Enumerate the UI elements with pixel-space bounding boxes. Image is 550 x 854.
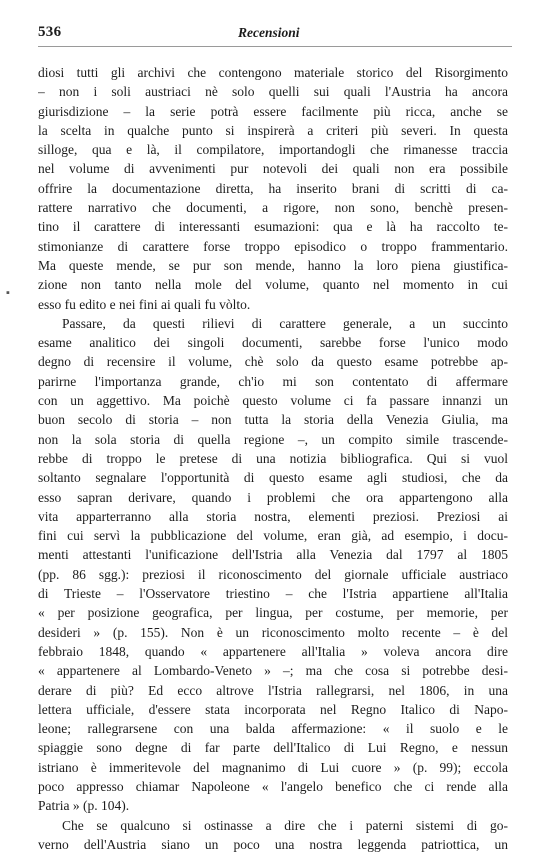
- page-header: [38, 22, 512, 44]
- text-line: di Trieste – l'Osservatore triestino – che l'Istria appartiene all'Italia: [38, 586, 508, 602]
- text-line: istriano è immeritevole del magnanimo di Lui cuore » (p. 99); eccola: [38, 759, 508, 775]
- text-line: – non i soli austriaci nè solo quelli sui quali l'Austria ha ancora: [38, 84, 508, 100]
- text-line: desideri » (p. 155). Non è un riconoscimento molto recente – è del: [38, 624, 508, 640]
- text-line: stimonianze di carattere forse troppo episodico o troppo frammentario.: [38, 238, 508, 254]
- text-line: esso sapran derivare, quando i problemi che ora appartengono alla: [38, 489, 508, 505]
- text-line: soltanto segnalare l'opportunità di questo esame agli studiosi, che da: [38, 470, 508, 486]
- text-line: degno di recensire il volume, chè solo da questo esame potrebbe ap-: [38, 354, 508, 370]
- text-line: poco appresso chiamar Napoleone « l'angelo benefico che ci rende alla: [38, 778, 508, 794]
- text-line: rebbe di troppo le pretese di una notizia bibliografica. Qui si vuol: [38, 450, 508, 466]
- text-line: la scelta in qualche punto si inspirerà a criteri più severi. In questa: [38, 122, 508, 138]
- text-line: fini cui servì la pubblicazione del volume, eran già, ad esempio, i docu-: [38, 528, 508, 544]
- text-line: rattere narrativo che documenti, a rigore, non sono, benchè presen-: [38, 200, 508, 216]
- margin-mark: ▪: [6, 287, 10, 299]
- text-line: vita apparterranno alla storia nostra, elementi preziosi. Preziosi ai: [38, 508, 508, 524]
- running-head: Recensioni: [238, 25, 300, 40]
- text-line: con un aggettivo. Ma poichè questo volume ci fa passare innanzi un: [38, 393, 508, 409]
- text-line: Ma queste mende, se pur son mende, hanno la loro piena giustifica-: [38, 257, 508, 273]
- text-line: Che se qualcuno si ostinasse a dire che i paterni sistemi di go-: [62, 817, 508, 833]
- text-line: buon secolo di storia – non tutta la storia della Venezia Giulia, ma: [38, 412, 508, 428]
- text-line: nel volume di avvenimenti pur notevoli dei quali non era possibile: [38, 161, 508, 177]
- text-line: parirne l'importanza grande, ch'io mi son contentato di affermare: [38, 373, 508, 389]
- text-line: « per posizione geografica, per lingua, per costume, per memorie, per: [38, 605, 508, 621]
- header-rule: [38, 46, 512, 47]
- text-line: lettera ufficiale, d'essere stata incorporata nel Regno Italico di Napo-: [38, 701, 508, 717]
- text-line: tino il carattere di interessanti esumazioni: qua e là ha raccolto te-: [38, 219, 508, 235]
- text-line: leone; rallegrarsene con una balda affermazione: « il suolo e le: [38, 721, 508, 737]
- text-line: giurisdizione – la serie potrà essere facilmente più ricca, anche se: [38, 103, 508, 119]
- text-line: menti attestanti l'unificazione dell'Istria alla Venezia dal 1797 al 1805: [38, 547, 508, 563]
- text-line: Passare, da questi rilievi di carattere generale, a un succinto: [62, 315, 508, 331]
- text-line: verno dell'Austria siano un poco una nostra leggenda patriottica, un: [38, 836, 508, 852]
- body-text: [38, 63, 508, 854]
- text-line: silloge, qua e là, il compilatore, importandogli che rimanesse traccia: [38, 142, 508, 158]
- page-number: 536: [38, 24, 62, 40]
- text-line: (pp. 86 sgg.): preziosi il riconoscimento del giornale ufficiale austriaco: [38, 566, 508, 582]
- text-line: esame analitico dei singoli documenti, sarebbe forse l'unico modo: [38, 335, 508, 351]
- text-line: diosi tutti gli archivi che contengono materiale storico del Risorgimento: [38, 65, 508, 80]
- text-line: offrire la documentazione diretta, ha inserito brani di scritti di ca-: [38, 180, 508, 196]
- text-line: spiaggie sono degne di far parte dell'Italico di Lui Regno, e nessun: [38, 740, 508, 756]
- text-line: Patria » (p. 104).: [38, 798, 130, 814]
- text-line: « appartenere al Lombardo-Veneto » –; ma che cosa si potrebbe desi-: [38, 663, 508, 679]
- text-line: derare di più? Ed ecco altrove l'Istria rallegrarsi, nel 1806, in una: [38, 682, 508, 698]
- text-line: esso fu edito e nei fini ai quali fu vòlto.: [38, 296, 251, 312]
- text-line: zione non tanto nella mole del volume, quanto nel momento in cui: [38, 277, 508, 293]
- text-line: non la sola storia di quella regione –, un compito simile trascende-: [38, 431, 508, 447]
- text-line: febbraio 1848, quando « appartenere all'Italia » voleva ancora dire: [38, 643, 508, 659]
